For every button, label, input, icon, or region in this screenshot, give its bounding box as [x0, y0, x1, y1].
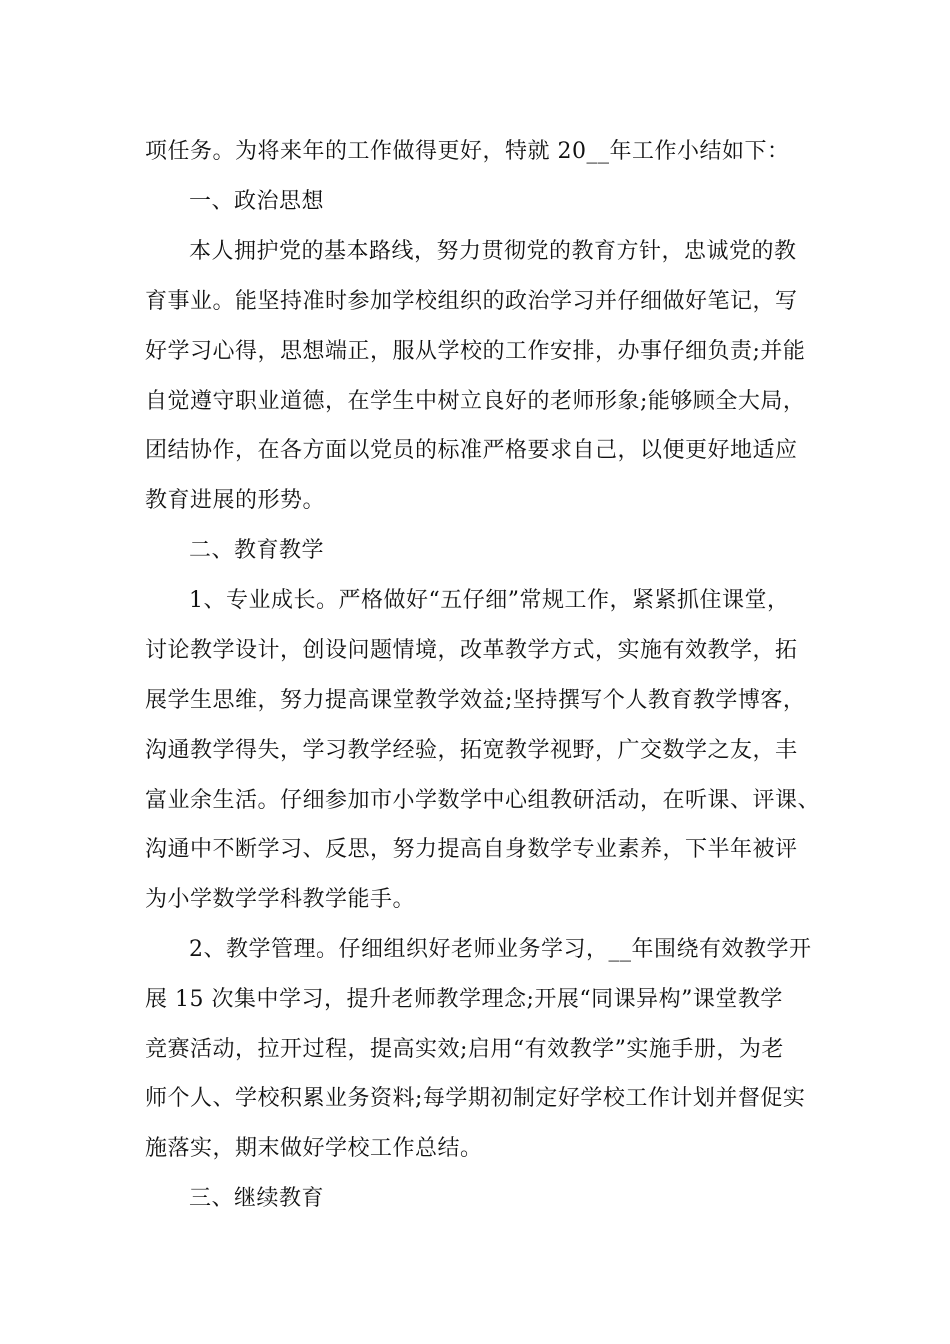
paragraph-line: 师个人、学校积累业务资料;每学期初制定好学校工作计划并督促实 — [145, 1086, 806, 1111]
section-heading: 二、教育教学 — [189, 538, 325, 563]
paragraph-line: 1、专业成长。严格做好“五仔细”常规工作，紧紧抓住课堂， — [189, 588, 790, 613]
paragraph-line: 讨论教学设计，创设问题情境，改革教学方式，实施有效教学，拓 — [145, 638, 798, 663]
paragraph-line: 本人拥护党的基本路线，努力贯彻党的教育方针，忠诚党的教 — [189, 239, 797, 264]
paragraph-line: 展学生思维，努力提高课堂教学效益;坚持撰写个人教育教学博客， — [145, 688, 806, 713]
paragraph-line: 育事业。能坚持准时参加学校组织的政治学习并仔细做好笔记，写 — [145, 289, 798, 314]
paragraph-line: 沟通中不断学习、反思，努力提高自身数学专业素养，下半年被评 — [145, 837, 798, 862]
section-heading: 一、政治思想 — [189, 189, 325, 214]
paragraph-line: 教育进展的形势。 — [145, 488, 326, 513]
paragraph-line: 展 15 次集中学习，提升老师教学理念;开展“同课异构”课堂教学 — [145, 987, 783, 1012]
paragraph-line: 项任务。为将来年的工作做得更好，特就 20__年工作小结如下： — [145, 139, 790, 164]
paragraph-line: 施落实，期末做好学校工作总结。 — [145, 1136, 483, 1161]
paragraph-line: 沟通教学得失，学习教学经验，拓宽教学视野，广交数学之友，丰 — [145, 738, 798, 763]
paragraph-line: 竞赛活动，拉开过程，提高实效;启用“有效教学”实施手册，为老 — [145, 1037, 784, 1062]
paragraph-line: 为小学数学学科教学能手。 — [145, 887, 416, 912]
paragraph-line: 好学习心得，思想端正，服从学校的工作安排，办事仔细负责;并能 — [145, 339, 806, 364]
section-heading: 三、继续教育 — [189, 1186, 325, 1211]
paragraph-line: 自觉遵守职业道德，在学生中树立良好的老师形象;能够顾全大局， — [145, 389, 806, 414]
paragraph-line: 团结协作，在各方面以党员的标准严格要求自己，以便更好地适应 — [145, 438, 798, 463]
paragraph-line: 富业余生活。仔细参加市小学数学中心组教研活动，在听课、评课、 — [145, 788, 821, 813]
paragraph-line: 2、教学管理。仔细组织好老师业务学习，__年围绕有效教学开 — [189, 937, 812, 962]
